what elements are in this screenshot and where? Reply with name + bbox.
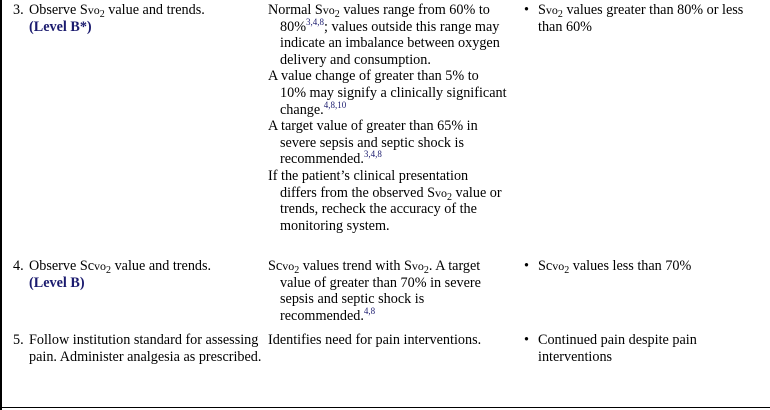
- reference-link[interactable]: 4,8: [363, 305, 376, 316]
- evidence-level-link[interactable]: (Level B*): [29, 18, 92, 35]
- bullet-icon: •: [524, 332, 529, 348]
- rationale-paragraph: A target value of greater than 65% in severe sepsis and septic shock is recommended.$^{3,4,8}$: [268, 118, 478, 168]
- rationale-cell: [268, 332, 508, 349]
- left-border: [0, 0, 2, 410]
- reference-link[interactable]: 3,4,8: [363, 149, 382, 160]
- rationale-paragraph: Identifies need for pain interventions.: [268, 332, 482, 348]
- bullet-icon: •: [524, 2, 529, 18]
- action-text: Observe Scvo$_2$ value and trends. (Level B): [29, 258, 212, 291]
- step-number: 5.: [13, 332, 24, 348]
- step-number: 3.: [13, 2, 24, 18]
- reference-link[interactable]: 3,4,8: [306, 16, 325, 27]
- action-text: Observe Svo$_2$ value and trends. (Level B*): [29, 2, 205, 35]
- evidence-level-link[interactable]: (Level B): [29, 274, 85, 291]
- rationale-paragraph: Normal Svo$_2$ values range from 60% to 80%$^{3,4,8}$; values outside this range may indicate an imbalance between oxygen delivery and consumption.: [268, 2, 500, 68]
- table-bottom-rule: [0, 407, 770, 408]
- action-text: Follow institution standard for assessing pain. Administer analgesia as prescribed.: [29, 332, 262, 365]
- reference-link[interactable]: 4,8,10: [323, 99, 347, 110]
- step-number: 4.: [13, 258, 24, 274]
- report-text: Svo$_2$ values greater than 80% or less than 60%: [538, 2, 744, 35]
- rationale-paragraph: A value change of greater than 5% to 10% may signify a clinically significant change.$^{4,8,10}$: [268, 68, 507, 118]
- report-text: Scvo$_2$ values less than 70%: [538, 258, 692, 276]
- report-text: Continued pain despite pain interventions: [538, 332, 697, 365]
- rationale-cell: [268, 2, 508, 234]
- bullet-icon: •: [524, 258, 529, 274]
- rationale-cell: [268, 258, 508, 324]
- rationale-paragraph: If the patient’s clinical presentation differs from the observed Svo$_2$ value or trends, recheck the accuracy of the monitoring system.: [268, 167, 502, 234]
- rationale-paragraph: Scvo$_2$ values trend with Svo$_2$. A target value of greater than 70% in severe sepsis and septic shock is recommended.$^{4,8}$: [268, 258, 481, 324]
